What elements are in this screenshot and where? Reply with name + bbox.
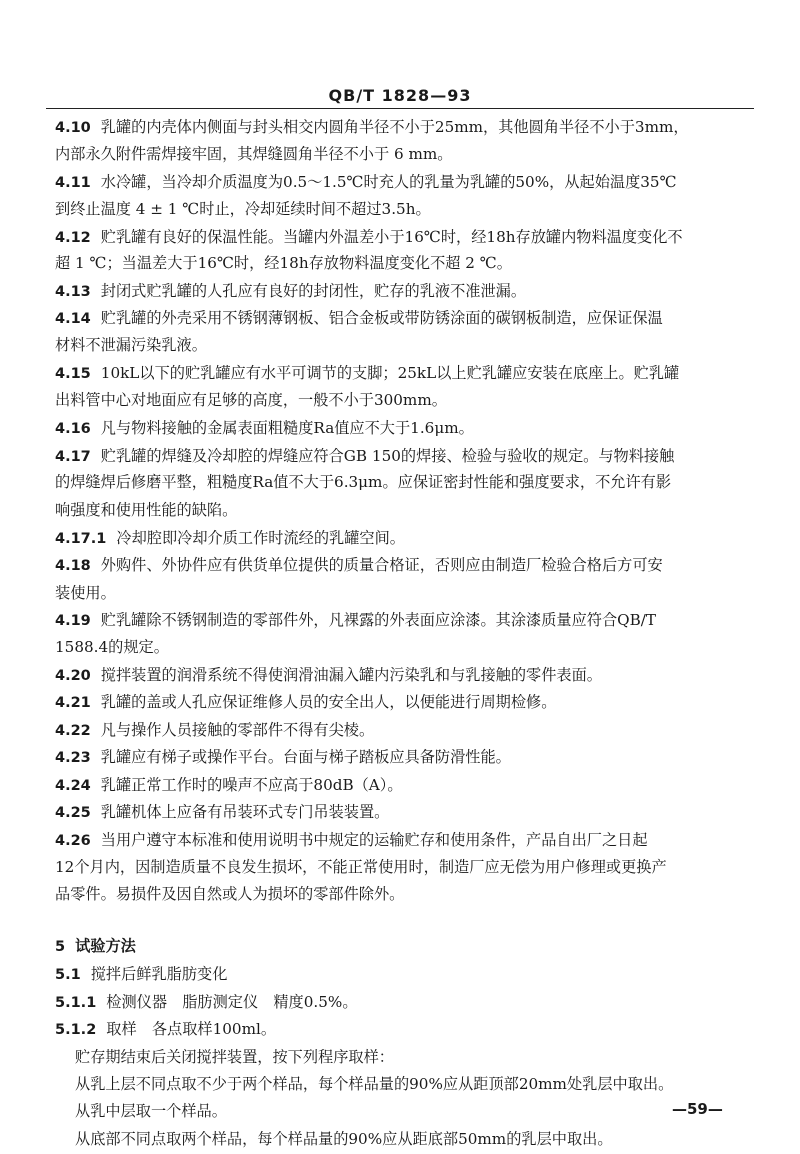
clause-text: 品零件。易损件及因自然或人为损坏的零部件除外。 (55, 885, 405, 903)
text-line (55, 418, 474, 439)
clause-text: 装使用。 (55, 584, 116, 602)
clause-text: 内部永久附件需焊接牢固，其焊缝圆角半径不小于 6 mm。 (55, 145, 453, 163)
clause-number: 5 (55, 939, 66, 955)
clause-number: 4.26 (55, 833, 91, 849)
clause-number: 4.23 (55, 750, 91, 766)
clause-number: 4.22 (55, 723, 91, 739)
text-line (55, 964, 227, 985)
text-line (55, 308, 663, 329)
page-header: QB/T 1828—93 (328, 86, 472, 105)
clause-text: 凡与物料接触的金属表面粗糙度Ra值应不大于1.6μm。 (100, 419, 474, 437)
text-line (55, 446, 674, 467)
clause-text: 外购件、外协件应有供货单位提供的质量合格证，否则应由制造厂检验合格后方可安 (100, 556, 663, 574)
text-line (55, 555, 663, 576)
clause-text: 从底部不同点取两个样品，每个样品量的90%应从距底部50mm的乳层中取出。 (75, 1130, 613, 1148)
clause-text: 搅拌装置的润滑系统不得使润滑油漏入罐内污染乳和与乳接触的零件表面。 (100, 666, 602, 684)
clause-text: 水冷罐，当冷却介质温度为0.5～1.5℃时充人的乳量为乳罐的50%，从起始温度35℃ (100, 173, 677, 191)
clause-number: 4.13 (55, 284, 91, 300)
clause-text: 1588.4的规定。 (55, 638, 169, 656)
text-line (55, 637, 169, 657)
text-line (55, 802, 389, 823)
clause-text: 贮乳罐的焊缝及冷却腔的焊缝应符合GB 150的焊接、检验与验收的规定。与物料接触 (100, 447, 675, 465)
clause-text: 出料管中心对地面应有足够的高度，一般不小于300mm。 (55, 391, 447, 409)
clause-text: 封闭式贮乳罐的人孔应有良好的封闭性，贮存的乳液不准泄漏。 (100, 282, 527, 300)
text-line (75, 1074, 673, 1094)
text-line (55, 936, 136, 957)
text-line (55, 747, 511, 768)
clause-number: 4.15 (55, 366, 91, 382)
clause-text: 当用户遵守本标准和使用说明书中规定的运输贮存和使用条件，产品自出厂之日起 (100, 831, 648, 849)
clause-text: 乳罐应有梯子或操作平台。台面与梯子踏板应具备防滑性能。 (100, 748, 511, 766)
clause-text: 乳罐机体上应备有吊装环式专门吊装装置。 (100, 803, 390, 821)
clause-number: 4.10 (55, 120, 91, 136)
text-line (55, 199, 431, 219)
clause-text: 乳罐的内壳体内侧面与封头相交内圆角半径不小于25mm，其他圆角半径不小于3mm， (100, 118, 689, 136)
clause-number: 5.1.2 (55, 1022, 97, 1038)
text-line (55, 857, 667, 877)
clause-text: 乳罐的盖或人孔应保证维修人员的安全出人，以便能进行周期检修。 (100, 693, 557, 711)
text-line (55, 117, 689, 138)
clause-text: 从乳上层不同点取不少于两个样品，每个样品量的90%应从距顶部20mm处乳层中取出。 (75, 1075, 674, 1093)
clause-text: 12个月内，因制造质量不良发生损坏，不能正常使用时，制造厂应无偿为用户修理或更换产 (55, 858, 667, 876)
text-line (55, 500, 237, 520)
text-line (55, 335, 207, 355)
text-line (55, 227, 683, 248)
clause-text: 贮存期结束后关闭搅拌装置，按下列程序取样： (75, 1048, 394, 1066)
clause-text: 贮乳罐除不锈钢制造的零部件外，凡裸露的外表面应涂漆。其涂漆质量应符合QB/T (100, 611, 657, 629)
text-line (75, 1101, 227, 1121)
clause-number: 4.20 (55, 668, 91, 684)
clause-text: 的焊缝焊后修磨平整，粗糙度Ra值不大于6.3μm。应保证密封性能和强度要求，不允许有影 (55, 473, 672, 491)
clause-number: 4.24 (55, 778, 91, 794)
text-line (55, 665, 602, 686)
clause-number: 4.17 (55, 449, 91, 465)
text-line (55, 253, 512, 273)
clause-number: 4.21 (55, 695, 91, 711)
clause-number: 5.1 (55, 967, 81, 983)
text-line (55, 583, 116, 603)
clause-text: 响强度和使用性能的缺陷。 (55, 501, 238, 519)
clause-text: 从乳中层取一个样品。 (75, 1102, 227, 1120)
text-line (75, 1129, 613, 1149)
clause-text: 贮乳罐有良好的保温性能。当罐内外温差小于16℃时，经18h存放罐内物料温度变化不 (100, 228, 683, 246)
text-line (55, 281, 526, 302)
clause-number: 4.12 (55, 230, 91, 246)
text-line (55, 775, 403, 796)
text-line (55, 610, 656, 631)
clause-number: 4.19 (55, 613, 91, 629)
text-line (55, 830, 648, 851)
clause-number: 4.11 (55, 175, 91, 191)
text-line (55, 363, 679, 384)
text-line (55, 528, 405, 549)
clause-text: 到终止温度 4 ± 1 ℃时止，冷却延续时间不超过3.5h。 (55, 200, 431, 218)
clause-number: 4.17.1 (55, 531, 107, 547)
clause-number: 4.16 (55, 421, 91, 437)
text-line (55, 472, 671, 492)
page-number: —59— (672, 1100, 723, 1118)
clause-text: 试验方法 (75, 937, 136, 955)
clause-number: 4.14 (55, 311, 91, 327)
text-line (55, 720, 374, 741)
text-line (55, 884, 404, 904)
clause-text: 取样 各点取样100ml。 (106, 1020, 277, 1038)
clause-text: 乳罐正常工作时的噪声不应高于80dB（A）。 (100, 776, 403, 794)
clause-text: 检测仪器 脂肪测定仪 精度0.5%。 (106, 993, 358, 1011)
text-line (55, 390, 447, 410)
text-line (55, 172, 677, 193)
clause-text: 材料不泄漏污染乳液。 (55, 336, 207, 354)
text-line (75, 1047, 394, 1067)
clause-number: 5.1.1 (55, 995, 97, 1011)
text-line (55, 992, 358, 1013)
text-line (55, 1019, 276, 1040)
text-line (55, 144, 452, 164)
header-rule (46, 108, 754, 109)
clause-text: 凡与操作人员接触的零部件不得有尖棱。 (100, 721, 375, 739)
clause-number: 4.25 (55, 805, 91, 821)
clause-text: 冷却腔即冷却介质工作时流经的乳罐空间。 (116, 529, 405, 547)
clause-text: 贮乳罐的外壳采用不锈钢薄钢板、铝合金板或带防锈涂面的碳钢板制造，应保证保温 (100, 309, 663, 327)
clause-number: 4.18 (55, 558, 91, 574)
clause-text: 超 1 ℃；当温差大于16℃时，经18h存放物料温度变化不超 2 ℃。 (55, 254, 512, 272)
text-line (55, 692, 556, 713)
clause-text: 10kL以下的贮乳罐应有水平可调节的支脚；25kL以上贮乳罐应安装在底座上。贮乳罐 (100, 364, 680, 382)
clause-text: 搅拌后鲜乳脂肪变化 (90, 965, 228, 983)
